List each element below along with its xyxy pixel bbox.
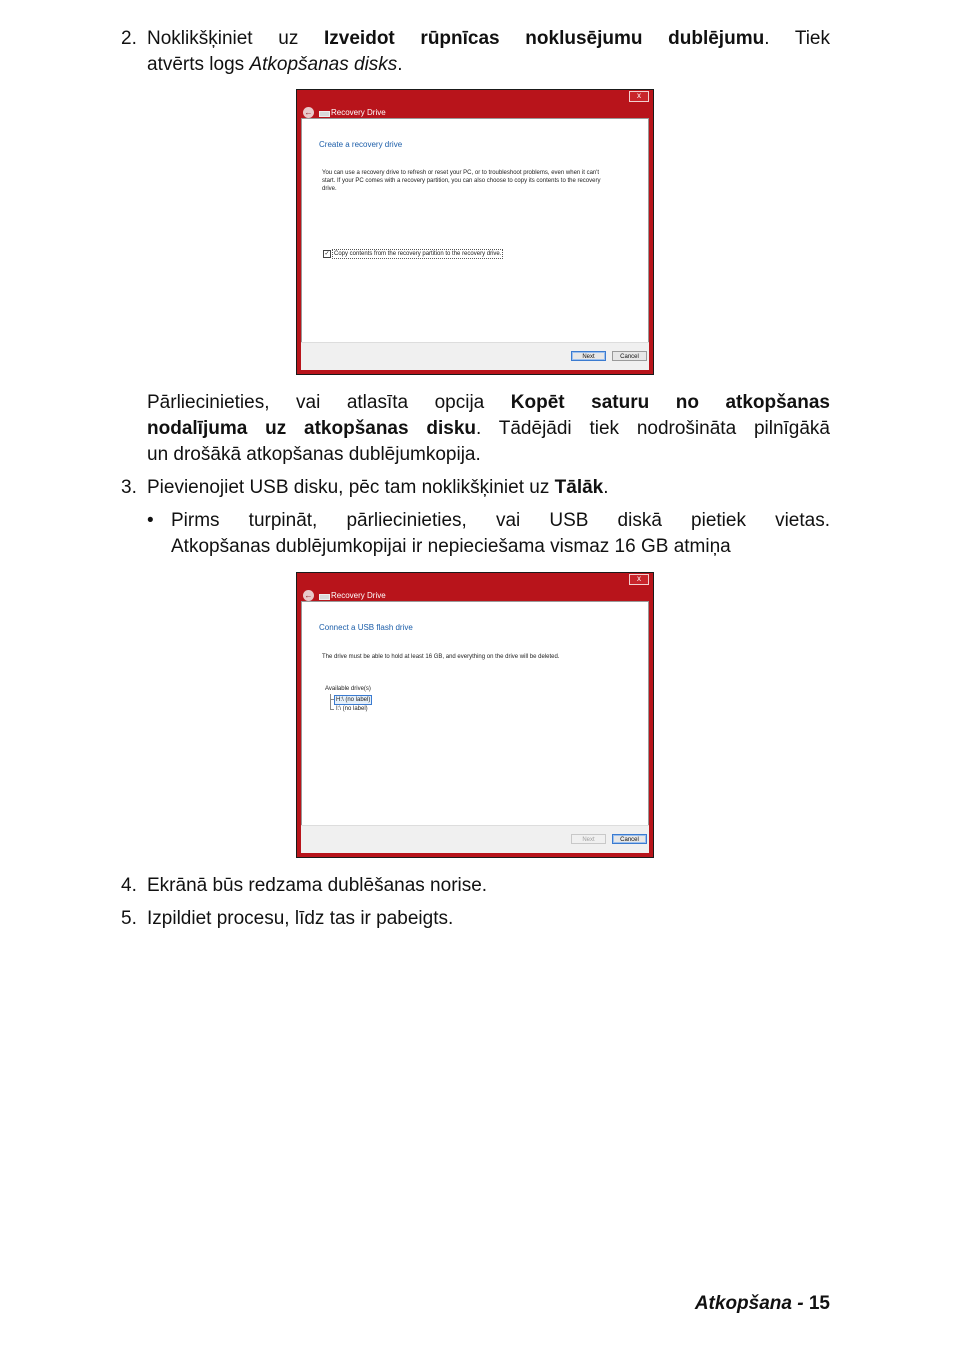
- drive-item-i[interactable]: I:\ (no label): [336, 706, 368, 712]
- window-title: Recovery Drive: [331, 108, 386, 117]
- step-5-text: Izpildiet procesu, līdz tas ir pabeigts.: [147, 908, 454, 929]
- window-close-button[interactable]: x: [629, 574, 649, 585]
- window-heading: Connect a USB flash drive: [319, 623, 413, 632]
- window-content: [301, 118, 649, 370]
- bullet-line-1: Pirms turpināt, pārliecinieties, vai USB diskā pietiek vietas.: [171, 510, 830, 531]
- cancel-button[interactable]: Cancel: [612, 351, 647, 361]
- section-name: Atkopšana -: [694, 1293, 809, 1314]
- drive-item-h[interactable]: H:\ (no label): [336, 697, 371, 703]
- available-drives-label: Available drive(s): [325, 686, 371, 692]
- drive-icon: [319, 111, 330, 117]
- back-arrow-icon[interactable]: ←: [304, 108, 313, 117]
- step-3-text: Pievienojiet USB disku, pēc tam noklikšķiniet uz Tālāk.: [147, 477, 609, 498]
- option-note-line-3: un drošākā atkopšanas dublējumkopija.: [147, 444, 481, 465]
- bullet-icon: •: [147, 510, 154, 531]
- step-4-number: 4.: [121, 875, 137, 896]
- step-2-number: 2.: [121, 28, 137, 49]
- page-number: 15: [808, 1293, 830, 1314]
- window-close-button[interactable]: x: [629, 91, 649, 102]
- window-heading: Create a recovery drive: [319, 140, 403, 149]
- window-description: You can use a recovery drive to refresh or reset your PC, or to troubleshoot problems, even when it can't start. If your PC comes with a recovery partition, you can also choose to copy its contents to the recovery drive.: [322, 170, 601, 192]
- cancel-button[interactable]: Cancel: [612, 834, 647, 844]
- window-footer: [301, 342, 649, 370]
- window-title: Recovery Drive: [331, 591, 386, 600]
- copy-partition-label[interactable]: Copy contents from the recovery partition to the recovery drive.: [334, 251, 502, 257]
- window-content: [301, 601, 649, 853]
- step-4-text: Ekrānā būs redzama dublēšanas norise.: [147, 875, 488, 896]
- tree-connector: [330, 709, 334, 710]
- option-note-line-1: Pārliecinieties, vai atlasīta opcija Kopēt saturu no atkopšanas: [147, 392, 830, 413]
- page-footer: [695, 1292, 830, 1316]
- copy-partition-checkbox[interactable]: ✓: [324, 251, 330, 257]
- window-footer: [301, 825, 649, 853]
- step-5-number: 5.: [121, 908, 137, 929]
- back-arrow-icon[interactable]: ←: [304, 591, 313, 600]
- tree-connector: [330, 694, 331, 709]
- step-2-line-1: Noklikšķiniet uz Izveidot rūpnīcas noklusējumu dublējumu. Tiek: [147, 28, 831, 49]
- drive-icon: [319, 594, 330, 600]
- option-note-line-2: nodalījuma uz atkopšanas disku. Tādējādi tiek nodrošināta pilnīgākā: [147, 418, 831, 439]
- window-description: The drive must be able to hold at least 16 GB, and everything on the drive will be deleted.: [322, 654, 560, 660]
- recovery-drive-window-2: [296, 572, 654, 858]
- step-3-number: 3.: [121, 477, 137, 498]
- step-2-line-2: atvērts logs Atkopšanas disks.: [147, 54, 403, 75]
- next-button[interactable]: Next: [571, 834, 606, 844]
- bullet-line-2: Atkopšanas dublējumkopijai ir nepieciešama vismaz 16 GB atmiņa: [171, 536, 731, 557]
- next-button[interactable]: Next: [571, 351, 606, 361]
- recovery-drive-window-1: [296, 89, 654, 375]
